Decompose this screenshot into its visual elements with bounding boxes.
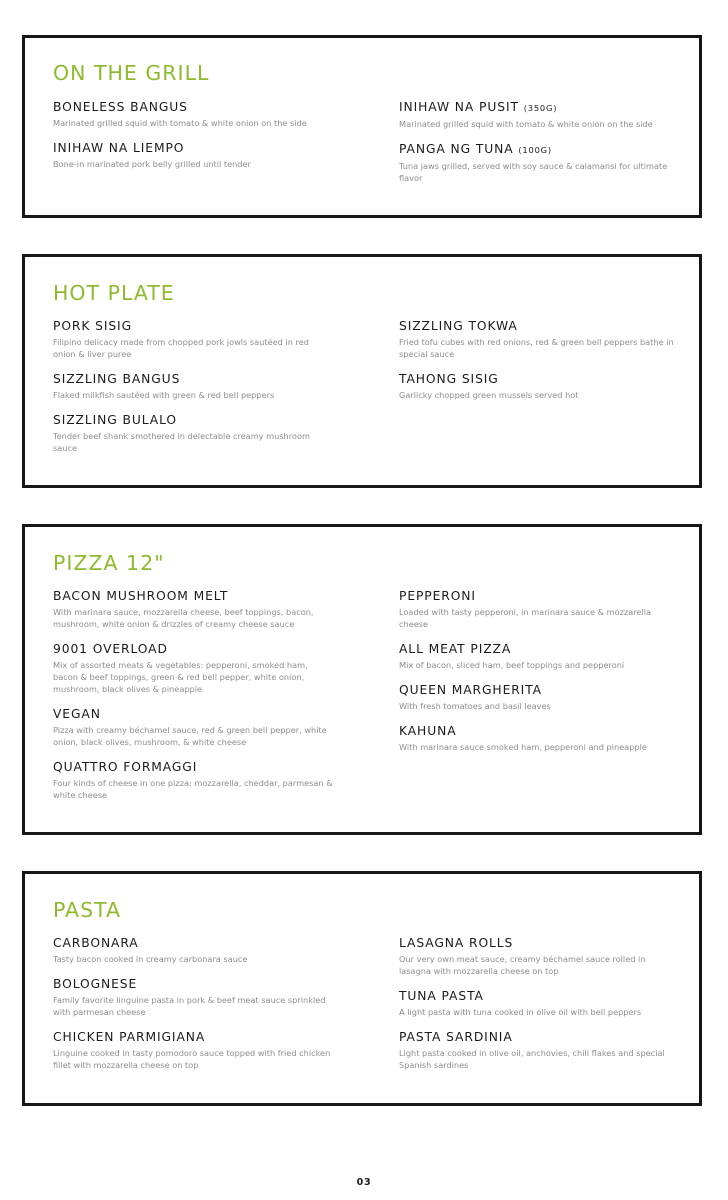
- item-name: SIZZLING BANGUS: [53, 372, 181, 386]
- section-title: PASTA: [53, 898, 122, 922]
- menu-item: [53, 413, 343, 454]
- item-description: Fried tofu cubes with red onions, red & green bell peppers bathe in special sauce: [399, 337, 674, 359]
- item-name-row: [399, 142, 689, 157]
- item-name: QUATTRO FORMAGGI: [53, 760, 198, 774]
- section-title: HOT PLATE: [53, 281, 175, 305]
- item-description: With fresh tomatoes and basil leaves: [399, 701, 551, 711]
- item-name: VEGAN: [53, 707, 101, 721]
- section-pasta: [22, 871, 702, 1106]
- item-name: QUEEN MARGHERITA: [399, 683, 542, 697]
- section-title: PIZZA 12": [53, 551, 165, 575]
- item-name: KAHUNA: [399, 724, 457, 738]
- menu-item: [53, 141, 343, 170]
- item-name: TAHONG SISIG: [399, 372, 499, 386]
- item-description: Loaded with tasty pepperoni, in marinara sauce & mozzarella cheese: [399, 607, 652, 629]
- menu-item: [399, 989, 689, 1018]
- item-name-row: [399, 100, 689, 115]
- item-name: PEPPERONI: [399, 589, 476, 603]
- menu-item: [53, 707, 343, 748]
- item-description: A light pasta with tuna cooked in olive oil with bell peppers: [399, 1007, 642, 1017]
- item-name: PASTA SARDINIA: [399, 1030, 513, 1044]
- item-description: Mix of assorted meats & vegetables: pepperoni, smoked ham, bacon & beef toppings, green & red bell pepper, white onion, mushroom, black olives & pineapple: [53, 660, 308, 694]
- item-name: CARBONARA: [53, 936, 139, 950]
- menu-item: [53, 100, 343, 129]
- menu-item: [53, 372, 343, 401]
- item-name: INIHAW NA PUSIT: [399, 100, 519, 114]
- menu-item: [399, 642, 689, 671]
- item-name: BOLOGNESE: [53, 977, 138, 991]
- menu-item: [53, 977, 343, 1018]
- menu-item: [53, 319, 343, 360]
- item-description: Linguine cooked in tasty pomodoro sauce topped with fried chicken fillet with mozzarella cheese on top: [53, 1048, 331, 1070]
- menu-item: [399, 589, 689, 630]
- menu-item: [53, 760, 343, 801]
- menu-item: [399, 142, 689, 184]
- item-description: Family favorite linguine pasta in pork & beef meat sauce sprinkled with parmesan cheese: [53, 995, 326, 1017]
- menu-item: [399, 724, 689, 753]
- item-name: BACON MUSHROOM MELT: [53, 589, 229, 603]
- item-description: Marinated grilled squid with tomato & white onion on the side: [53, 118, 307, 128]
- item-description: Garlicky chopped green mussels served hot: [399, 390, 579, 400]
- item-description: Tender beef shank smothered in delectable creamy mushroom sauce: [53, 431, 310, 453]
- item-name: ALL MEAT PIZZA: [399, 642, 512, 656]
- item-description: Light pasta cooked in olive oil, anchovies, chili flakes and special Spanish sardines: [399, 1048, 665, 1070]
- item-description: Marinated grilled squid with tomato & white onion on the side: [399, 119, 653, 129]
- item-description: With marinara sauce, mozzarella cheese, beef toppings, bacon, mushroom, white onion & drizzles of creamy cheese sauce: [53, 607, 314, 629]
- menu-item: [399, 100, 689, 130]
- menu-item: [399, 683, 689, 712]
- item-name: 9001 OVERLOAD: [53, 642, 168, 656]
- item-description: Tuna jaws grilled, served with soy sauce & calamansi for ultimate flavor: [399, 161, 668, 183]
- section-on-the-grill: [22, 35, 702, 218]
- item-description: Four kinds of cheese in one pizza: mozzarella, cheddar, parmesan & white cheese: [53, 778, 333, 800]
- item-name: TUNA PASTA: [399, 989, 484, 1003]
- menu-item: [399, 1030, 689, 1071]
- item-name: INIHAW NA LIEMPO: [53, 141, 185, 155]
- item-name: PORK SISIG: [53, 319, 133, 333]
- menu-item: [53, 589, 343, 630]
- item-description: Bone-in marinated pork belly grilled until tender: [53, 159, 251, 169]
- section-pizza: [22, 524, 702, 835]
- section-hot-plate: [22, 254, 702, 488]
- section-title: ON THE GRILL: [53, 61, 210, 85]
- item-description: Filipino delicacy made from chopped pork jowls sautéed in red onion & liver puree: [53, 337, 309, 359]
- item-name: PANGA NG TUNA: [399, 142, 514, 156]
- menu-item: [399, 319, 689, 360]
- item-name: CHICKEN PARMIGIANA: [53, 1030, 206, 1044]
- item-description: Flaked milkfish sautéed with green & red bell peppers: [53, 390, 275, 400]
- item-description: Mix of bacon, sliced ham, beef toppings and pepperoni: [399, 660, 625, 670]
- menu-item: [53, 642, 343, 695]
- item-name: SIZZLING TOKWA: [399, 319, 518, 333]
- item-weight: (350G): [523, 103, 558, 113]
- item-name: BONELESS BANGUS: [53, 100, 188, 114]
- menu-item: [399, 372, 689, 401]
- item-name: LASAGNA ROLLS: [399, 936, 514, 950]
- menu-item: [53, 936, 343, 965]
- item-weight: (100G): [518, 145, 552, 155]
- page-number: 03: [356, 1177, 372, 1188]
- item-description: Tasty bacon cooked in creamy carbonara sauce: [53, 954, 248, 964]
- item-description: With marinara sauce smoked ham, pepperoni and pineapple: [399, 742, 647, 752]
- item-name: SIZZLING BULALO: [53, 413, 177, 427]
- menu-item: [53, 1030, 343, 1071]
- menu-item: [399, 936, 689, 977]
- item-description: Pizza with creamy béchamel sauce, red & green bell pepper, white onion, black olives, mushroom, & white cheese: [53, 725, 327, 747]
- item-description: Our very own meat sauce, creamy béchamel sauce rolled in lasagna with mozzarella cheese on top: [399, 954, 646, 976]
